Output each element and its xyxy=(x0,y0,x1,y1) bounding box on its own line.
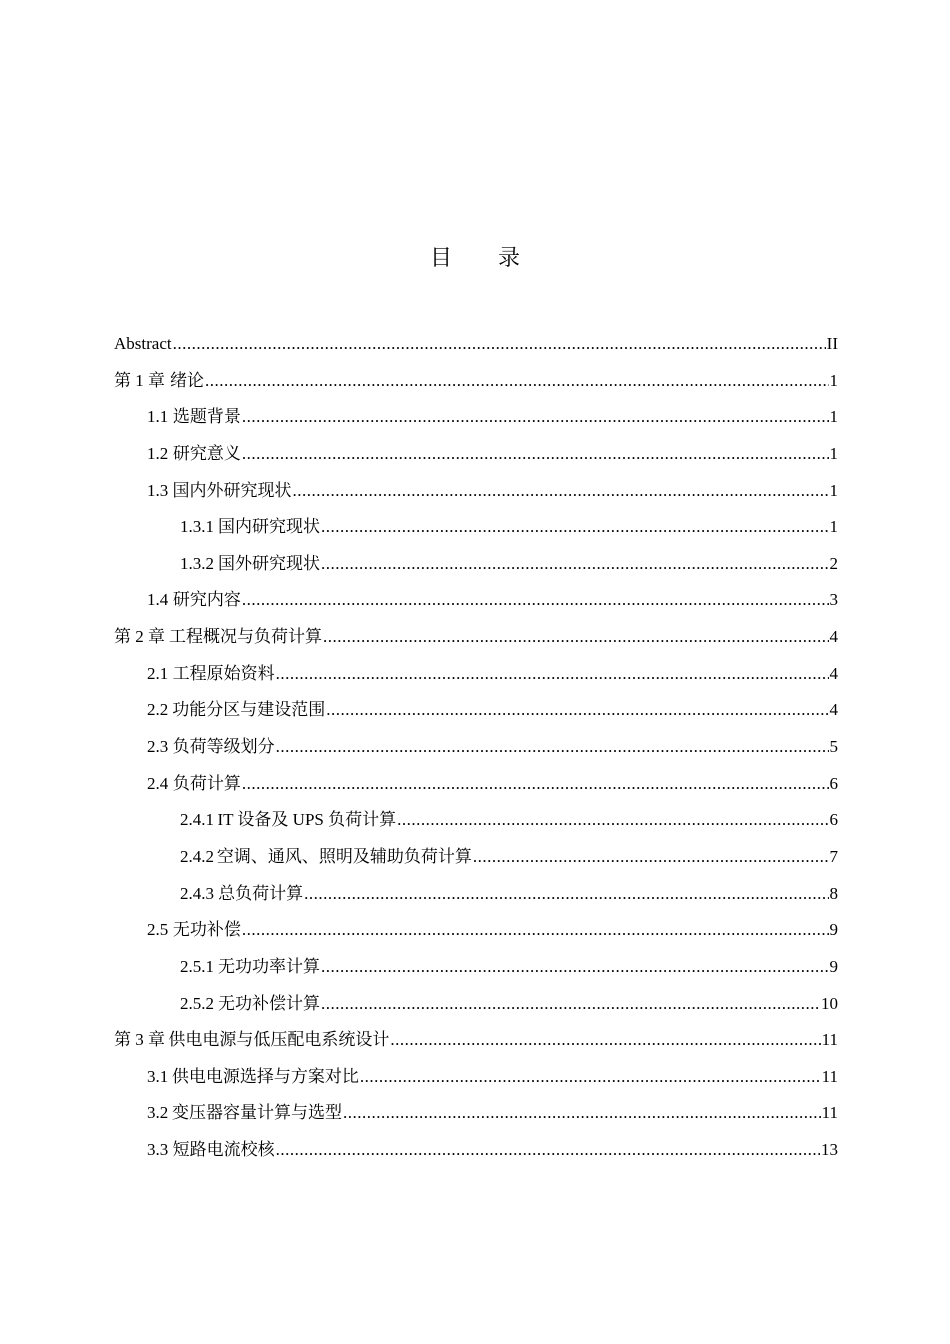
toc-entry[interactable] xyxy=(114,773,838,810)
toc-entry-number: 第 2 章 xyxy=(114,627,165,647)
toc-dot-leader xyxy=(321,553,828,575)
toc-entry-page: 2 xyxy=(829,553,838,573)
toc-entry-number: 2.4 xyxy=(147,773,169,793)
toc-entry-label: 负荷等级划分 xyxy=(172,737,275,757)
toc-entry-label: 选题背景 xyxy=(172,407,241,427)
toc-entry-label: 供电电源与低压配电系统设计 xyxy=(168,1030,390,1050)
toc-dot-leader xyxy=(473,846,829,868)
toc-dot-leader xyxy=(326,699,828,721)
toc-entry-number: 1.3.1 xyxy=(180,517,214,537)
toc-entry[interactable] xyxy=(114,553,838,590)
toc-entry-number: 1.2 xyxy=(147,443,169,463)
toc-entry-number: 1.4 xyxy=(147,590,169,610)
toc-entry-label: 工程概况与负荷计算 xyxy=(169,627,323,647)
toc-entry-page: 9 xyxy=(829,956,838,976)
toc-entry[interactable] xyxy=(114,333,838,370)
toc-entry[interactable] xyxy=(114,956,838,993)
toc-entry-label: 绪论 xyxy=(169,370,204,390)
toc-entry-page: 13 xyxy=(821,1140,838,1160)
toc-entry-number: 3.1 xyxy=(147,1066,169,1086)
toc-dot-leader xyxy=(242,773,829,795)
toc-entry[interactable] xyxy=(114,443,838,480)
toc-entry-label: 总负荷计算 xyxy=(218,883,304,903)
toc-dot-leader xyxy=(205,370,829,392)
toc-dot-leader xyxy=(242,919,829,941)
toc-entry-label: 负荷计算 xyxy=(172,773,241,793)
toc-entry-number: 2.4.3 xyxy=(180,883,214,903)
toc-entry[interactable] xyxy=(114,846,838,883)
toc-dot-leader xyxy=(397,809,828,831)
toc-entry[interactable] xyxy=(114,1066,838,1103)
toc-entry[interactable] xyxy=(114,626,838,663)
toc-dot-leader xyxy=(242,406,829,428)
toc-dot-leader xyxy=(343,1102,821,1124)
toc-entry-page: 3 xyxy=(829,590,838,610)
toc-dot-leader xyxy=(276,736,829,758)
toc-entry-number: 第 3 章 xyxy=(114,1030,165,1050)
toc-entry[interactable] xyxy=(114,1029,838,1066)
toc-entry[interactable] xyxy=(114,1139,838,1176)
toc-entry[interactable] xyxy=(114,663,838,700)
toc-entry[interactable] xyxy=(114,589,838,626)
toc-entry-number: 3.2 xyxy=(147,1103,169,1123)
toc-entry-label: 研究内容 xyxy=(172,590,241,610)
toc-entry-number: 2.5.2 xyxy=(180,993,214,1013)
toc-entry-number: 第 1 章 xyxy=(114,370,165,390)
toc-dot-leader xyxy=(390,1029,820,1051)
toc-entry-label: Abstract xyxy=(114,334,172,353)
toc-entry[interactable] xyxy=(114,919,838,956)
toc-entry-number: 2.4.1 xyxy=(180,810,214,830)
toc-entry-page: II xyxy=(826,334,838,353)
toc-entry-number: 2.2 xyxy=(147,700,169,720)
toc-entry-label: 无功补偿计算 xyxy=(217,993,320,1013)
toc-entry[interactable] xyxy=(114,370,838,407)
toc-entry-page: 11 xyxy=(821,1030,838,1050)
toc-entry-page: 7 xyxy=(829,846,838,866)
toc-entry-label: 空调、通风、照明及辅助负荷计算 xyxy=(216,846,472,866)
toc-entry[interactable] xyxy=(114,699,838,736)
toc-entry-number: 1.3.2 xyxy=(180,553,214,573)
toc-entry[interactable] xyxy=(114,406,838,443)
toc-entry-number: 3.3 xyxy=(147,1140,169,1160)
toc-entry-page: 6 xyxy=(829,773,838,793)
toc-entry-label: 国内研究现状 xyxy=(218,517,321,537)
toc-entry-page: 9 xyxy=(829,920,838,940)
toc-entry-number: 2.5.1 xyxy=(180,956,214,976)
toc-entry[interactable] xyxy=(114,736,838,773)
toc-entry-page: 4 xyxy=(829,700,838,720)
toc-dot-leader xyxy=(304,883,828,905)
toc-entry[interactable] xyxy=(114,1102,838,1139)
toc-entry-label: 国外研究现状 xyxy=(218,553,321,573)
toc-entry-page: 6 xyxy=(829,810,838,830)
toc-entry-number: 2.4.2 xyxy=(180,846,214,866)
toc-entry[interactable] xyxy=(114,480,838,517)
toc-entry-label: 供电电源选择与方案对比 xyxy=(171,1066,359,1086)
toc-entry-page: 4 xyxy=(829,663,838,683)
toc-entry-page: 1 xyxy=(829,370,838,390)
toc-entry-label: 无功补偿 xyxy=(172,920,241,940)
toc-entry-page: 10 xyxy=(821,993,838,1013)
toc-entry-label: 研究意义 xyxy=(172,443,241,463)
toc-entry-number: 2.5 xyxy=(147,920,169,940)
toc-dot-leader xyxy=(293,480,829,502)
toc-entry-page: 1 xyxy=(829,480,838,500)
toc-entry-label: 国内外研究现状 xyxy=(172,480,292,500)
toc-dot-leader xyxy=(276,663,829,685)
toc-entry-label: 无功功率计算 xyxy=(218,956,321,976)
page-title: 目录 xyxy=(429,246,566,271)
toc-entry-page: 8 xyxy=(829,883,838,903)
toc-entry-number: 1.1 xyxy=(147,407,169,427)
toc-entry-page: 11 xyxy=(821,1103,838,1123)
toc-entry-number: 2.3 xyxy=(147,737,169,757)
toc-dot-leader xyxy=(173,333,826,355)
toc-entry[interactable] xyxy=(114,516,838,553)
toc-entry[interactable] xyxy=(114,809,838,846)
toc-entry-number: 1.3 xyxy=(147,480,169,500)
toc-dot-leader xyxy=(242,589,829,611)
toc-entry-label: 短路电流校核 xyxy=(172,1140,275,1160)
toc-entry-page: 11 xyxy=(821,1066,838,1086)
toc-dot-leader xyxy=(323,626,828,648)
toc-dot-leader xyxy=(321,516,828,538)
toc-entry[interactable] xyxy=(114,883,838,920)
toc-entry-page: 1 xyxy=(829,443,838,463)
toc-entry-number: 2.1 xyxy=(147,663,169,683)
toc-dot-leader xyxy=(321,993,820,1015)
toc-dot-leader xyxy=(321,956,828,978)
toc-entry-page: 5 xyxy=(829,737,838,757)
toc-entry[interactable] xyxy=(114,993,838,1030)
toc-entry-page: 1 xyxy=(829,407,838,427)
toc-entry-page: 4 xyxy=(829,627,838,647)
toc-dot-leader xyxy=(276,1139,820,1161)
toc-entry-label: 功能分区与建设范围 xyxy=(172,700,326,720)
toc-entry-label: IT 设备及 UPS 负荷计算 xyxy=(217,810,397,830)
toc-entry-label: 变压器容量计算与选型 xyxy=(172,1103,343,1123)
toc-dot-leader xyxy=(242,443,829,465)
table-of-contents xyxy=(114,333,838,1176)
toc-entry-page: 1 xyxy=(829,517,838,537)
toc-dot-leader xyxy=(360,1066,821,1088)
toc-entry-label: 工程原始资料 xyxy=(172,663,275,683)
